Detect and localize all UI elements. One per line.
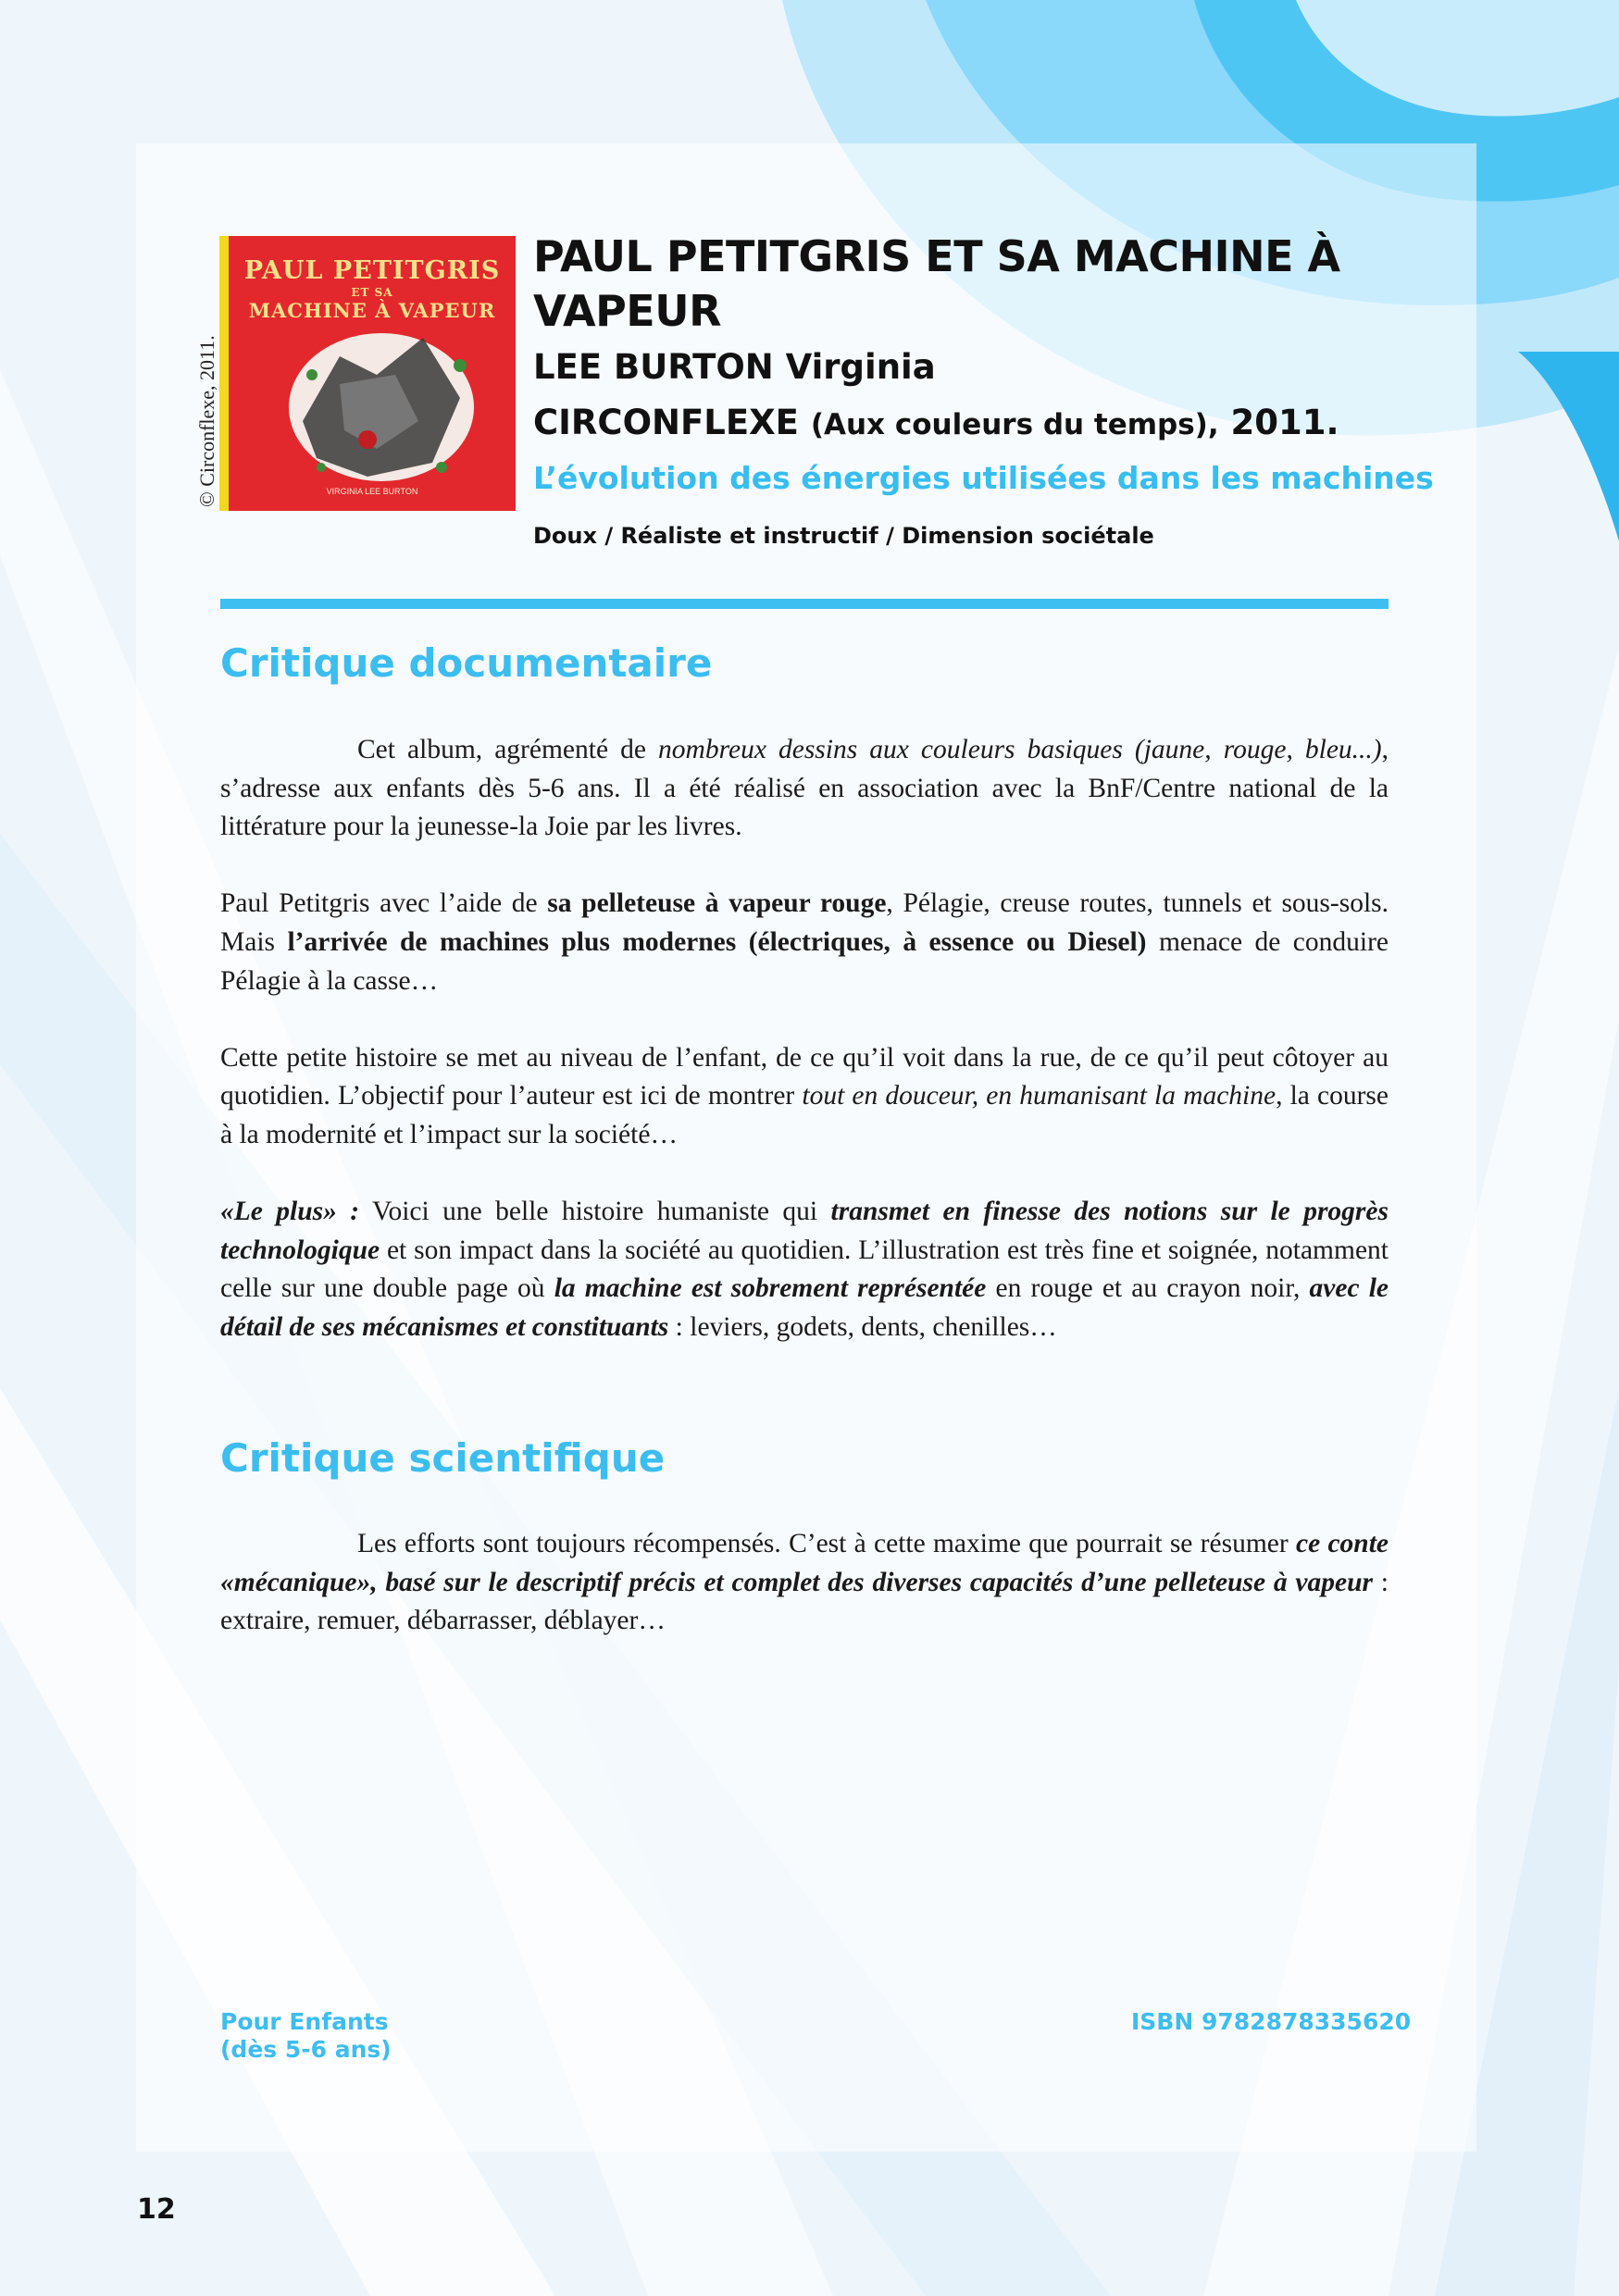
- text-span: Paul Petitgris avec l’aide de: [220, 888, 548, 919]
- text-span: : leviers, godets, dents, chenilles…: [668, 1311, 1057, 1342]
- audience-line2: (dès 5-6 ans): [220, 2036, 392, 2063]
- heading-critique-documentaire: Critique documentaire: [220, 640, 713, 686]
- text-span: la machine est sobrement représentée: [554, 1273, 987, 1304]
- publication-year: 2011.: [1230, 403, 1339, 442]
- text-span: , s’adresse aux enfants dès 5-6 ans. Il a été réalisé en association avec la BnF/Centre national de la littérature pour la jeunesse-la Joie par les livres.: [220, 735, 1389, 842]
- text-span: ce conte «mécanique», basé sur le descriptif précis et complet des diverses capacités d’une pelleteuse à vapeur: [220, 1529, 1389, 1597]
- text-span: nombreux dessins aux couleurs basiques (jaune, rouge, bleu...): [658, 735, 1382, 764]
- book-theme: L’évolution des énergies utilisées dans les machines: [533, 460, 1434, 496]
- book-cover-image: [219, 236, 516, 511]
- text-span: : extraire, remuer, débarrasser, déblayer…: [220, 1567, 1389, 1636]
- text-span: avec le détail de ses mécanismes et constituants: [220, 1273, 1389, 1342]
- text-span: tout en douceur, en humanisant la machine: [802, 1081, 1277, 1111]
- publisher-name: CIRCONFLEXE: [533, 403, 799, 442]
- book-publisher: [533, 403, 1339, 442]
- heading-critique-scientifique: Critique scientifique: [220, 1435, 666, 1481]
- cover-author: VIRGINIA LEE BURTON: [326, 487, 418, 496]
- text-span: , Pélagie, creuse routes, tunnels et sous-sols. Mais: [220, 888, 1389, 957]
- text-span: sa pelleteuse à vapeur rouge: [547, 888, 887, 919]
- cover-title-line2: ET SA: [351, 286, 393, 299]
- text-span: Les efforts sont toujours récompensés. C’est à cette maxime que pourrait se résumer: [357, 1529, 1296, 1558]
- audience-line1: Pour Enfants: [220, 2008, 389, 2035]
- paragraph: [220, 1039, 1389, 1155]
- text-span: Cette petite histoire se met au niveau de l’enfant, de ce qu’il voit dans la rue, de ce qu’il peut côtoyer au quotidien. L’objectif pour l’auteur est ici de montrer: [220, 1042, 1389, 1111]
- text-span: Cet album, agrémenté de: [357, 735, 659, 764]
- book-author: LEE BURTON Virginia: [533, 347, 936, 387]
- cover-title-line1: PAUL PETITGRIS: [243, 256, 501, 285]
- text-span: transmet en finesse des notions sur le progrès technologique: [220, 1197, 1389, 1265]
- paragraph: [220, 885, 1389, 1000]
- collection-name: (Aux couleurs du temps),: [810, 408, 1219, 441]
- book-title: PAUL PETITGRIS ET SA MACHINE À VAPEUR: [533, 231, 1340, 336]
- text-span: l’arrivée de machines plus modernes (électriques, à essence ou Diesel): [287, 926, 1147, 957]
- text-span: et son impact dans la société au quotidien. L’illustration est très fine et soignée, notamment celle sur une double page où: [220, 1235, 1389, 1304]
- critique-scientifique-body: [220, 1525, 1389, 1679]
- critique-documentaire-body: [220, 731, 1389, 1385]
- page-number: 12: [137, 2193, 176, 2226]
- cover-credit: © Circonflexe, 2011.: [195, 335, 218, 507]
- audience-label: [220, 2008, 392, 2064]
- cover-title-line3: MACHINE À VAPEUR: [248, 299, 496, 322]
- paragraph: [220, 731, 1389, 847]
- isbn: ISBN 9782878335620: [1131, 2008, 1412, 2035]
- paragraph: [220, 1193, 1389, 1347]
- text-span: Voici une belle histoire humaniste qui: [359, 1197, 831, 1227]
- text-span: «Le plus» :: [220, 1197, 360, 1227]
- text-span: menace de conduire Pélagie à la casse…: [220, 926, 1389, 996]
- book-tags: Doux / Réaliste et instructif / Dimension sociétale: [533, 523, 1154, 549]
- section-divider: [220, 599, 1389, 609]
- text-span: , la course à la modernité et l’impact sur la société…: [220, 1081, 1389, 1149]
- text-span: en rouge et au crayon noir,: [986, 1273, 1310, 1304]
- paragraph: [220, 1525, 1389, 1641]
